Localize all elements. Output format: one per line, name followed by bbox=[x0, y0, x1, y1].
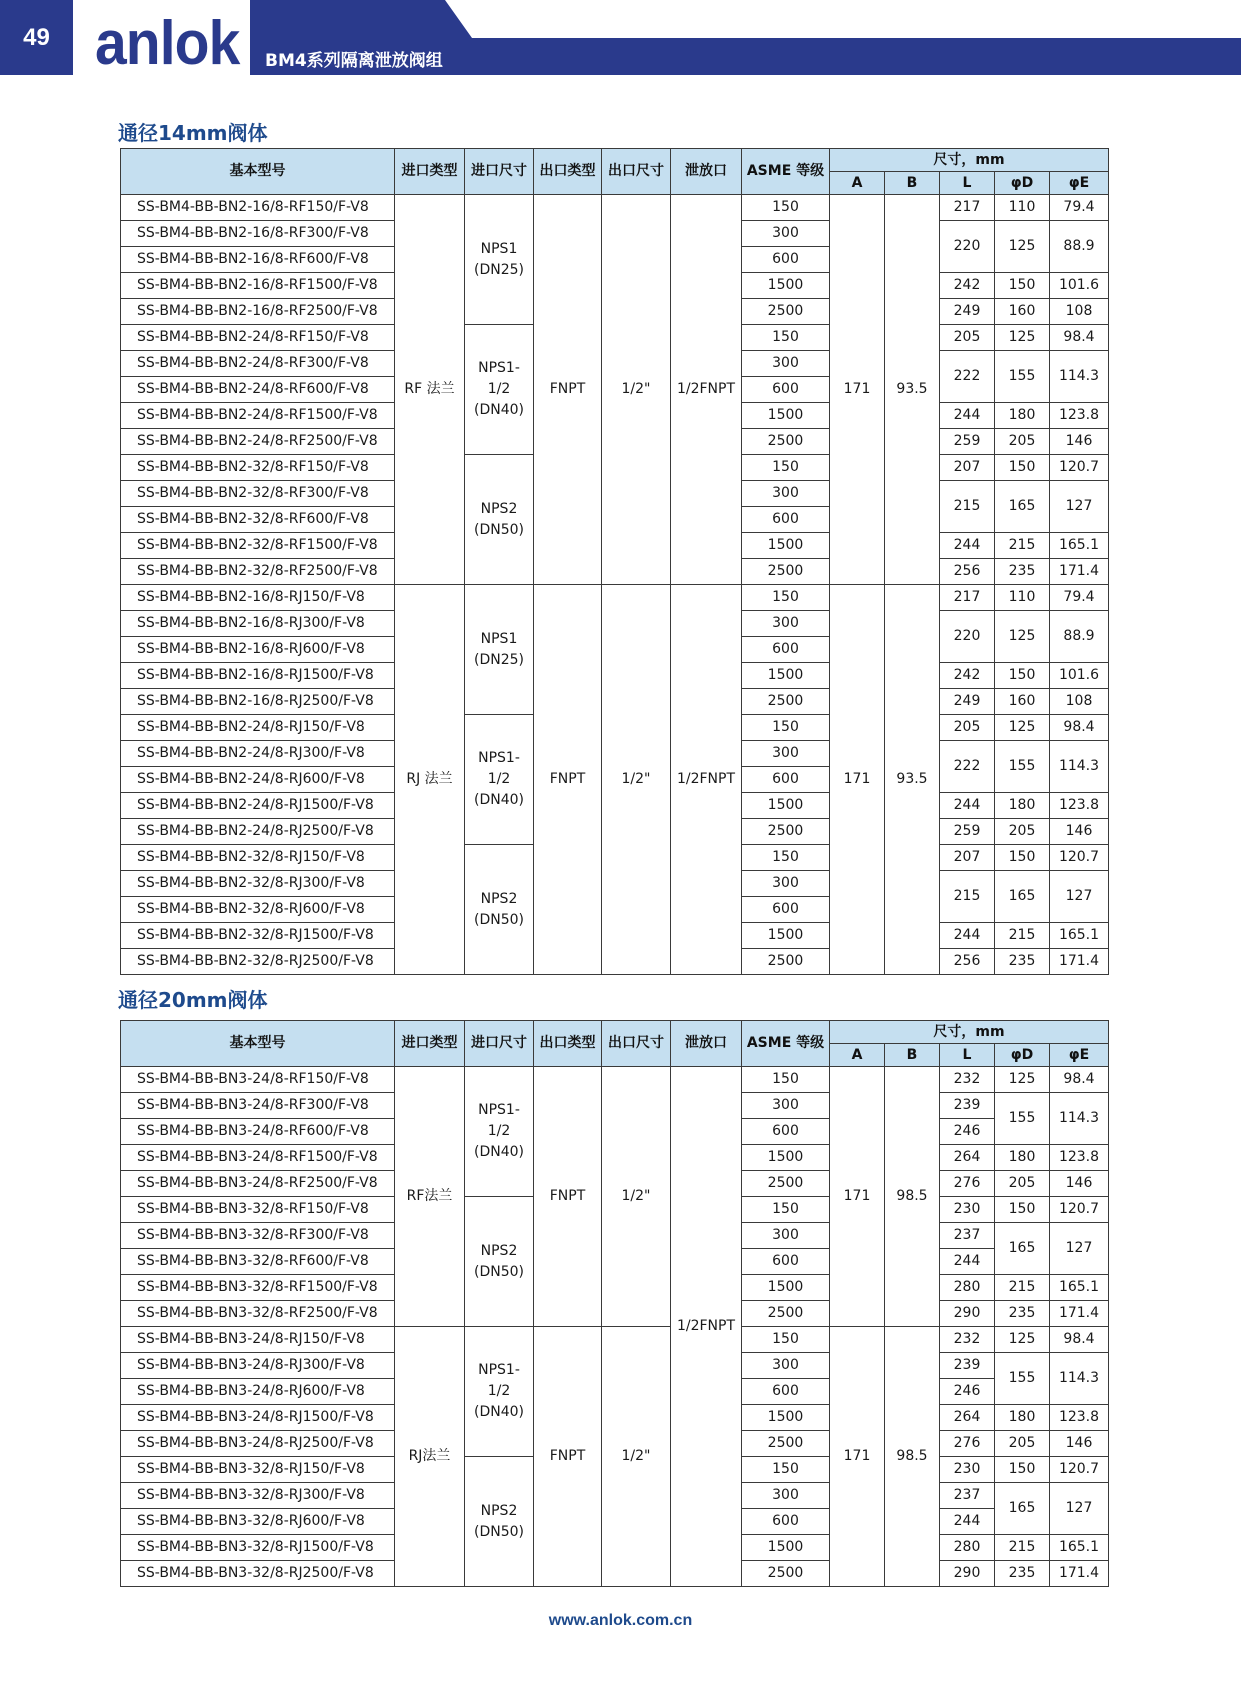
model-cell: SS-BM4-BB-BN3-32/8-RJ300/F-V8 bbox=[121, 1483, 395, 1509]
asme-class-cell: 150 bbox=[742, 845, 830, 871]
d-cell: 180 bbox=[995, 793, 1050, 819]
inlet-type-cell: RF 法兰 bbox=[395, 195, 465, 585]
l-cell: 259 bbox=[940, 819, 995, 845]
model-cell: SS-BM4-BB-BN2-24/8-RJ150/F-V8 bbox=[121, 715, 395, 741]
table-row bbox=[121, 1067, 1109, 1093]
column-header-l: L bbox=[940, 1044, 995, 1067]
section-title-20mm: 通径20mm阀体 bbox=[118, 988, 268, 1012]
model-cell: SS-BM4-BB-BN3-32/8-RF1500/F-V8 bbox=[121, 1275, 395, 1301]
model-cell: SS-BM4-BB-BN2-32/8-RF1500/F-V8 bbox=[121, 533, 395, 559]
column-header-dimensions: 尺寸，mm bbox=[830, 1021, 1109, 1044]
model-cell: SS-BM4-BB-BN2-16/8-RF1500/F-V8 bbox=[121, 273, 395, 299]
d-cell: 215 bbox=[995, 533, 1050, 559]
d-cell: 125 bbox=[995, 1327, 1050, 1353]
column-header-inlet-type: 进口类型 bbox=[395, 1021, 465, 1067]
d-cell: 235 bbox=[995, 559, 1050, 585]
vent-cell: 1/2FNPT bbox=[671, 195, 742, 585]
header-title: BM4系列隔离泄放阀组 bbox=[265, 51, 443, 71]
e-cell: 146 bbox=[1050, 819, 1109, 845]
d-cell: 110 bbox=[995, 195, 1050, 221]
column-header-outlet-size: 出口尺寸 bbox=[602, 149, 671, 195]
d-cell: 110 bbox=[995, 585, 1050, 611]
l-cell: 205 bbox=[940, 325, 995, 351]
l-cell: 237 bbox=[940, 1483, 995, 1509]
asme-class-cell: 300 bbox=[742, 1353, 830, 1379]
l-cell: 217 bbox=[940, 195, 995, 221]
asme-class-cell: 2500 bbox=[742, 1301, 830, 1327]
asme-class-cell: 1500 bbox=[742, 793, 830, 819]
asme-class-cell: 150 bbox=[742, 1327, 830, 1353]
outlet-size-cell: 1/2" bbox=[602, 1327, 671, 1587]
asme-class-cell: 150 bbox=[742, 1197, 830, 1223]
column-header-l: L bbox=[940, 172, 995, 195]
spec-table-14mm bbox=[120, 148, 1109, 975]
inlet-type-cell: RJ法兰 bbox=[395, 1327, 465, 1587]
model-cell: SS-BM4-BB-BN2-32/8-RF2500/F-V8 bbox=[121, 559, 395, 585]
e-cell: 171.4 bbox=[1050, 1561, 1109, 1587]
l-cell: 244 bbox=[940, 403, 995, 429]
inlet-size-cell: NPS1- 1/2 (DN40) bbox=[465, 715, 534, 845]
asme-class-cell: 300 bbox=[742, 351, 830, 377]
model-cell: SS-BM4-BB-BN3-24/8-RJ300/F-V8 bbox=[121, 1353, 395, 1379]
e-cell: 165.1 bbox=[1050, 533, 1109, 559]
model-cell: SS-BM4-BB-BN2-16/8-RJ150/F-V8 bbox=[121, 585, 395, 611]
e-cell: 120.7 bbox=[1050, 1457, 1109, 1483]
e-cell: 98.4 bbox=[1050, 1067, 1109, 1093]
asme-class-cell: 1500 bbox=[742, 403, 830, 429]
inlet-size-cell: NPS1- 1/2 (DN40) bbox=[465, 1067, 534, 1197]
e-cell: 108 bbox=[1050, 689, 1109, 715]
b-cell: 98.5 bbox=[885, 1327, 940, 1587]
brand-logo: anlok bbox=[95, 9, 240, 78]
l-cell: 230 bbox=[940, 1457, 995, 1483]
e-cell: 108 bbox=[1050, 299, 1109, 325]
d-cell: 125 bbox=[995, 325, 1050, 351]
column-header-model: 基本型号 bbox=[121, 1021, 395, 1067]
d-cell: 235 bbox=[995, 1301, 1050, 1327]
e-cell: 120.7 bbox=[1050, 455, 1109, 481]
column-header-outlet-size: 出口尺寸 bbox=[602, 1021, 671, 1067]
model-cell: SS-BM4-BB-BN3-32/8-RF150/F-V8 bbox=[121, 1197, 395, 1223]
d-cell: 155 bbox=[995, 1093, 1050, 1145]
asme-class-cell: 1500 bbox=[742, 533, 830, 559]
column-header-outlet-type: 出口类型 bbox=[534, 1021, 602, 1067]
page-header bbox=[0, 0, 1241, 78]
column-header-inlet-size: 进口尺寸 bbox=[465, 1021, 534, 1067]
d-cell: 205 bbox=[995, 819, 1050, 845]
table-row bbox=[121, 585, 1109, 611]
asme-class-cell: 300 bbox=[742, 481, 830, 507]
outlet-size-cell: 1/2" bbox=[602, 195, 671, 585]
e-cell: 123.8 bbox=[1050, 403, 1109, 429]
vent-cell: 1/2FNPT bbox=[671, 585, 742, 975]
asme-class-cell: 600 bbox=[742, 1379, 830, 1405]
e-cell: 101.6 bbox=[1050, 273, 1109, 299]
e-cell: 165.1 bbox=[1050, 1275, 1109, 1301]
model-cell: SS-BM4-BB-BN3-32/8-RJ1500/F-V8 bbox=[121, 1535, 395, 1561]
model-cell: SS-BM4-BB-BN3-24/8-RF600/F-V8 bbox=[121, 1119, 395, 1145]
asme-class-cell: 150 bbox=[742, 455, 830, 481]
model-cell: SS-BM4-BB-BN2-24/8-RF2500/F-V8 bbox=[121, 429, 395, 455]
l-cell: 264 bbox=[940, 1145, 995, 1171]
asme-class-cell: 150 bbox=[742, 325, 830, 351]
l-cell: 242 bbox=[940, 663, 995, 689]
model-cell: SS-BM4-BB-BN2-16/8-RJ2500/F-V8 bbox=[121, 689, 395, 715]
l-cell: 222 bbox=[940, 741, 995, 793]
e-cell: 146 bbox=[1050, 429, 1109, 455]
column-header-a: A bbox=[830, 172, 885, 195]
table-header-row bbox=[121, 149, 1109, 172]
l-cell: 244 bbox=[940, 923, 995, 949]
l-cell: 256 bbox=[940, 559, 995, 585]
column-header-b: B bbox=[885, 1044, 940, 1067]
model-cell: SS-BM4-BB-BN3-32/8-RJ150/F-V8 bbox=[121, 1457, 395, 1483]
l-cell: 264 bbox=[940, 1405, 995, 1431]
model-cell: SS-BM4-BB-BN3-32/8-RF300/F-V8 bbox=[121, 1223, 395, 1249]
e-cell: 171.4 bbox=[1050, 559, 1109, 585]
asme-class-cell: 1500 bbox=[742, 923, 830, 949]
inlet-size-cell: NPS2 (DN50) bbox=[465, 1197, 534, 1327]
model-cell: SS-BM4-BB-BN3-32/8-RF2500/F-V8 bbox=[121, 1301, 395, 1327]
d-cell: 205 bbox=[995, 429, 1050, 455]
outlet-type-cell: FNPT bbox=[534, 195, 602, 585]
spec-table-20mm bbox=[120, 1020, 1109, 1587]
asme-class-cell: 150 bbox=[742, 715, 830, 741]
column-header-d: φD bbox=[995, 1044, 1050, 1067]
inlet-size-cell: NPS2 (DN50) bbox=[465, 1457, 534, 1587]
e-cell: 120.7 bbox=[1050, 845, 1109, 871]
d-cell: 205 bbox=[995, 1171, 1050, 1197]
d-cell: 180 bbox=[995, 1405, 1050, 1431]
b-cell: 93.5 bbox=[885, 585, 940, 975]
d-cell: 150 bbox=[995, 1197, 1050, 1223]
d-cell: 205 bbox=[995, 1431, 1050, 1457]
d-cell: 215 bbox=[995, 1535, 1050, 1561]
model-cell: SS-BM4-BB-BN2-32/8-RF300/F-V8 bbox=[121, 481, 395, 507]
d-cell: 125 bbox=[995, 611, 1050, 663]
model-cell: SS-BM4-BB-BN3-24/8-RJ150/F-V8 bbox=[121, 1327, 395, 1353]
asme-class-cell: 2500 bbox=[742, 1561, 830, 1587]
d-cell: 235 bbox=[995, 1561, 1050, 1587]
l-cell: 246 bbox=[940, 1379, 995, 1405]
inlet-size-cell: NPS1 (DN25) bbox=[465, 195, 534, 325]
model-cell: SS-BM4-BB-BN3-24/8-RF1500/F-V8 bbox=[121, 1145, 395, 1171]
d-cell: 180 bbox=[995, 1145, 1050, 1171]
d-cell: 160 bbox=[995, 689, 1050, 715]
asme-class-cell: 2500 bbox=[742, 949, 830, 975]
asme-class-cell: 300 bbox=[742, 611, 830, 637]
asme-class-cell: 1500 bbox=[742, 1145, 830, 1171]
table-header-row bbox=[121, 1021, 1109, 1044]
outlet-size-cell: 1/2" bbox=[602, 1067, 671, 1327]
e-cell: 123.8 bbox=[1050, 1405, 1109, 1431]
asme-class-cell: 300 bbox=[742, 221, 830, 247]
l-cell: 215 bbox=[940, 871, 995, 923]
d-cell: 150 bbox=[995, 273, 1050, 299]
model-cell: SS-BM4-BB-BN2-32/8-RJ150/F-V8 bbox=[121, 845, 395, 871]
asme-class-cell: 600 bbox=[742, 377, 830, 403]
asme-class-cell: 150 bbox=[742, 1457, 830, 1483]
d-cell: 165 bbox=[995, 481, 1050, 533]
e-cell: 171.4 bbox=[1050, 949, 1109, 975]
model-cell: SS-BM4-BB-BN2-16/8-RJ300/F-V8 bbox=[121, 611, 395, 637]
d-cell: 165 bbox=[995, 1223, 1050, 1275]
d-cell: 155 bbox=[995, 351, 1050, 403]
e-cell: 123.8 bbox=[1050, 793, 1109, 819]
l-cell: 290 bbox=[940, 1301, 995, 1327]
model-cell: SS-BM4-BB-BN2-32/8-RJ600/F-V8 bbox=[121, 897, 395, 923]
model-cell: SS-BM4-BB-BN2-32/8-RF600/F-V8 bbox=[121, 507, 395, 533]
e-cell: 98.4 bbox=[1050, 1327, 1109, 1353]
d-cell: 180 bbox=[995, 403, 1050, 429]
e-cell: 146 bbox=[1050, 1431, 1109, 1457]
asme-class-cell: 2500 bbox=[742, 559, 830, 585]
e-cell: 146 bbox=[1050, 1171, 1109, 1197]
l-cell: 290 bbox=[940, 1561, 995, 1587]
l-cell: 246 bbox=[940, 1119, 995, 1145]
l-cell: 232 bbox=[940, 1327, 995, 1353]
asme-class-cell: 600 bbox=[742, 637, 830, 663]
model-cell: SS-BM4-BB-BN3-24/8-RJ1500/F-V8 bbox=[121, 1405, 395, 1431]
model-cell: SS-BM4-BB-BN2-32/8-RJ300/F-V8 bbox=[121, 871, 395, 897]
model-cell: SS-BM4-BB-BN2-32/8-RJ2500/F-V8 bbox=[121, 949, 395, 975]
l-cell: 249 bbox=[940, 299, 995, 325]
e-cell: 171.4 bbox=[1050, 1301, 1109, 1327]
vent-cell: 1/2FNPT bbox=[671, 1067, 742, 1587]
asme-class-cell: 1500 bbox=[742, 1535, 830, 1561]
asme-class-cell: 1500 bbox=[742, 663, 830, 689]
inlet-size-cell: NPS2 (DN50) bbox=[465, 455, 534, 585]
asme-class-cell: 300 bbox=[742, 1223, 830, 1249]
model-cell: SS-BM4-BB-BN2-32/8-RJ1500/F-V8 bbox=[121, 923, 395, 949]
model-cell: SS-BM4-BB-BN2-24/8-RF1500/F-V8 bbox=[121, 403, 395, 429]
a-cell: 171 bbox=[830, 195, 885, 585]
model-cell: SS-BM4-BB-BN2-24/8-RJ300/F-V8 bbox=[121, 741, 395, 767]
d-cell: 215 bbox=[995, 1275, 1050, 1301]
e-cell: 127 bbox=[1050, 871, 1109, 923]
asme-class-cell: 300 bbox=[742, 741, 830, 767]
model-cell: SS-BM4-BB-BN3-24/8-RF2500/F-V8 bbox=[121, 1171, 395, 1197]
column-header-a: A bbox=[830, 1044, 885, 1067]
asme-class-cell: 2500 bbox=[742, 1431, 830, 1457]
asme-class-cell: 1500 bbox=[742, 273, 830, 299]
a-cell: 171 bbox=[830, 1327, 885, 1587]
l-cell: 220 bbox=[940, 221, 995, 273]
asme-class-cell: 600 bbox=[742, 507, 830, 533]
l-cell: 244 bbox=[940, 1509, 995, 1535]
e-cell: 127 bbox=[1050, 1483, 1109, 1535]
outlet-type-cell: FNPT bbox=[534, 585, 602, 975]
d-cell: 125 bbox=[995, 1067, 1050, 1093]
asme-class-cell: 2500 bbox=[742, 429, 830, 455]
column-header-model: 基本型号 bbox=[121, 149, 395, 195]
l-cell: 205 bbox=[940, 715, 995, 741]
asme-class-cell: 300 bbox=[742, 871, 830, 897]
e-cell: 114.3 bbox=[1050, 1353, 1109, 1405]
asme-class-cell: 2500 bbox=[742, 299, 830, 325]
model-cell: SS-BM4-BB-BN2-24/8-RF150/F-V8 bbox=[121, 325, 395, 351]
l-cell: 239 bbox=[940, 1093, 995, 1119]
e-cell: 98.4 bbox=[1050, 715, 1109, 741]
asme-class-cell: 600 bbox=[742, 897, 830, 923]
b-cell: 93.5 bbox=[885, 195, 940, 585]
e-cell: 120.7 bbox=[1050, 1197, 1109, 1223]
l-cell: 242 bbox=[940, 273, 995, 299]
e-cell: 123.8 bbox=[1050, 1145, 1109, 1171]
model-cell: SS-BM4-BB-BN2-16/8-RF2500/F-V8 bbox=[121, 299, 395, 325]
d-cell: 165 bbox=[995, 1483, 1050, 1535]
e-cell: 88.9 bbox=[1050, 221, 1109, 273]
e-cell: 114.3 bbox=[1050, 741, 1109, 793]
outlet-type-cell: FNPT bbox=[534, 1327, 602, 1587]
e-cell: 98.4 bbox=[1050, 325, 1109, 351]
l-cell: 276 bbox=[940, 1431, 995, 1457]
l-cell: 249 bbox=[940, 689, 995, 715]
column-header-asme: ASME 等级 bbox=[742, 149, 830, 195]
model-cell: SS-BM4-BB-BN3-24/8-RF300/F-V8 bbox=[121, 1093, 395, 1119]
model-cell: SS-BM4-BB-BN2-24/8-RJ2500/F-V8 bbox=[121, 819, 395, 845]
l-cell: 220 bbox=[940, 611, 995, 663]
model-cell: SS-BM4-BB-BN3-24/8-RJ600/F-V8 bbox=[121, 1379, 395, 1405]
inlet-size-cell: NPS1- 1/2 (DN40) bbox=[465, 1327, 534, 1457]
e-cell: 79.4 bbox=[1050, 195, 1109, 221]
model-cell: SS-BM4-BB-BN3-24/8-RJ2500/F-V8 bbox=[121, 1431, 395, 1457]
asme-class-cell: 150 bbox=[742, 195, 830, 221]
asme-class-cell: 600 bbox=[742, 1509, 830, 1535]
asme-class-cell: 1500 bbox=[742, 1275, 830, 1301]
outlet-size-cell: 1/2" bbox=[602, 585, 671, 975]
footer-url[interactable]: www.anlok.com.cn bbox=[548, 1612, 693, 1629]
column-header-d: φD bbox=[995, 172, 1050, 195]
asme-class-cell: 150 bbox=[742, 1067, 830, 1093]
l-cell: 207 bbox=[940, 845, 995, 871]
model-cell: SS-BM4-BB-BN3-32/8-RJ600/F-V8 bbox=[121, 1509, 395, 1535]
asme-class-cell: 600 bbox=[742, 1249, 830, 1275]
inlet-type-cell: RF法兰 bbox=[395, 1067, 465, 1327]
l-cell: 232 bbox=[940, 1067, 995, 1093]
inlet-size-cell: NPS2 (DN50) bbox=[465, 845, 534, 975]
l-cell: 259 bbox=[940, 429, 995, 455]
e-cell: 79.4 bbox=[1050, 585, 1109, 611]
l-cell: 276 bbox=[940, 1171, 995, 1197]
model-cell: SS-BM4-BB-BN2-16/8-RF600/F-V8 bbox=[121, 247, 395, 273]
section-title-14mm: 通径14mm阀体 bbox=[118, 121, 268, 145]
asme-class-cell: 150 bbox=[742, 585, 830, 611]
model-cell: SS-BM4-BB-BN2-24/8-RJ1500/F-V8 bbox=[121, 793, 395, 819]
asme-class-cell: 300 bbox=[742, 1093, 830, 1119]
column-header-vent: 泄放口 bbox=[671, 1021, 742, 1067]
asme-class-cell: 600 bbox=[742, 1119, 830, 1145]
table-row bbox=[121, 1327, 1109, 1353]
d-cell: 215 bbox=[995, 923, 1050, 949]
model-cell: SS-BM4-BB-BN2-32/8-RF150/F-V8 bbox=[121, 455, 395, 481]
l-cell: 217 bbox=[940, 585, 995, 611]
e-cell: 127 bbox=[1050, 481, 1109, 533]
d-cell: 125 bbox=[995, 715, 1050, 741]
l-cell: 244 bbox=[940, 533, 995, 559]
e-cell: 165.1 bbox=[1050, 1535, 1109, 1561]
asme-class-cell: 600 bbox=[742, 767, 830, 793]
e-cell: 88.9 bbox=[1050, 611, 1109, 663]
column-header-inlet-size: 进口尺寸 bbox=[465, 149, 534, 195]
model-cell: SS-BM4-BB-BN2-24/8-RF300/F-V8 bbox=[121, 351, 395, 377]
outlet-type-cell: FNPT bbox=[534, 1067, 602, 1327]
l-cell: 239 bbox=[940, 1353, 995, 1379]
l-cell: 244 bbox=[940, 793, 995, 819]
model-cell: SS-BM4-BB-BN2-16/8-RF150/F-V8 bbox=[121, 195, 395, 221]
column-header-e: φE bbox=[1050, 1044, 1109, 1067]
l-cell: 256 bbox=[940, 949, 995, 975]
e-cell: 114.3 bbox=[1050, 351, 1109, 403]
d-cell: 125 bbox=[995, 221, 1050, 273]
model-cell: SS-BM4-BB-BN3-24/8-RF150/F-V8 bbox=[121, 1067, 395, 1093]
d-cell: 150 bbox=[995, 663, 1050, 689]
b-cell: 98.5 bbox=[885, 1067, 940, 1327]
column-header-asme: ASME 等级 bbox=[742, 1021, 830, 1067]
l-cell: 244 bbox=[940, 1249, 995, 1275]
column-header-dimensions: 尺寸，mm bbox=[830, 149, 1109, 172]
d-cell: 155 bbox=[995, 741, 1050, 793]
l-cell: 230 bbox=[940, 1197, 995, 1223]
d-cell: 160 bbox=[995, 299, 1050, 325]
l-cell: 215 bbox=[940, 481, 995, 533]
asme-class-cell: 600 bbox=[742, 247, 830, 273]
model-cell: SS-BM4-BB-BN2-16/8-RF300/F-V8 bbox=[121, 221, 395, 247]
model-cell: SS-BM4-BB-BN2-24/8-RF600/F-V8 bbox=[121, 377, 395, 403]
d-cell: 150 bbox=[995, 845, 1050, 871]
inlet-type-cell: RJ 法兰 bbox=[395, 585, 465, 975]
inlet-size-cell: NPS1- 1/2 (DN40) bbox=[465, 325, 534, 455]
d-cell: 150 bbox=[995, 455, 1050, 481]
e-cell: 165.1 bbox=[1050, 923, 1109, 949]
d-cell: 235 bbox=[995, 949, 1050, 975]
l-cell: 280 bbox=[940, 1535, 995, 1561]
model-cell: SS-BM4-BB-BN2-24/8-RJ600/F-V8 bbox=[121, 767, 395, 793]
e-cell: 127 bbox=[1050, 1223, 1109, 1275]
l-cell: 222 bbox=[940, 351, 995, 403]
model-cell: SS-BM4-BB-BN2-16/8-RJ1500/F-V8 bbox=[121, 663, 395, 689]
page-number: 49 bbox=[0, 0, 73, 75]
table-row bbox=[121, 195, 1109, 221]
d-cell: 155 bbox=[995, 1353, 1050, 1405]
column-header-e: φE bbox=[1050, 172, 1109, 195]
column-header-vent: 泄放口 bbox=[671, 149, 742, 195]
asme-class-cell: 2500 bbox=[742, 1171, 830, 1197]
d-cell: 165 bbox=[995, 871, 1050, 923]
l-cell: 280 bbox=[940, 1275, 995, 1301]
column-header-inlet-type: 进口类型 bbox=[395, 149, 465, 195]
e-cell: 101.6 bbox=[1050, 663, 1109, 689]
a-cell: 171 bbox=[830, 1067, 885, 1327]
asme-class-cell: 2500 bbox=[742, 819, 830, 845]
d-cell: 150 bbox=[995, 1457, 1050, 1483]
inlet-size-cell: NPS1 (DN25) bbox=[465, 585, 534, 715]
asme-class-cell: 1500 bbox=[742, 1405, 830, 1431]
column-header-b: B bbox=[885, 172, 940, 195]
l-cell: 207 bbox=[940, 455, 995, 481]
column-header-outlet-type: 出口类型 bbox=[534, 149, 602, 195]
asme-class-cell: 2500 bbox=[742, 689, 830, 715]
l-cell: 237 bbox=[940, 1223, 995, 1249]
model-cell: SS-BM4-BB-BN2-16/8-RJ600/F-V8 bbox=[121, 637, 395, 663]
model-cell: SS-BM4-BB-BN3-32/8-RF600/F-V8 bbox=[121, 1249, 395, 1275]
asme-class-cell: 300 bbox=[742, 1483, 830, 1509]
model-cell: SS-BM4-BB-BN3-32/8-RJ2500/F-V8 bbox=[121, 1561, 395, 1587]
a-cell: 171 bbox=[830, 585, 885, 975]
e-cell: 114.3 bbox=[1050, 1093, 1109, 1145]
